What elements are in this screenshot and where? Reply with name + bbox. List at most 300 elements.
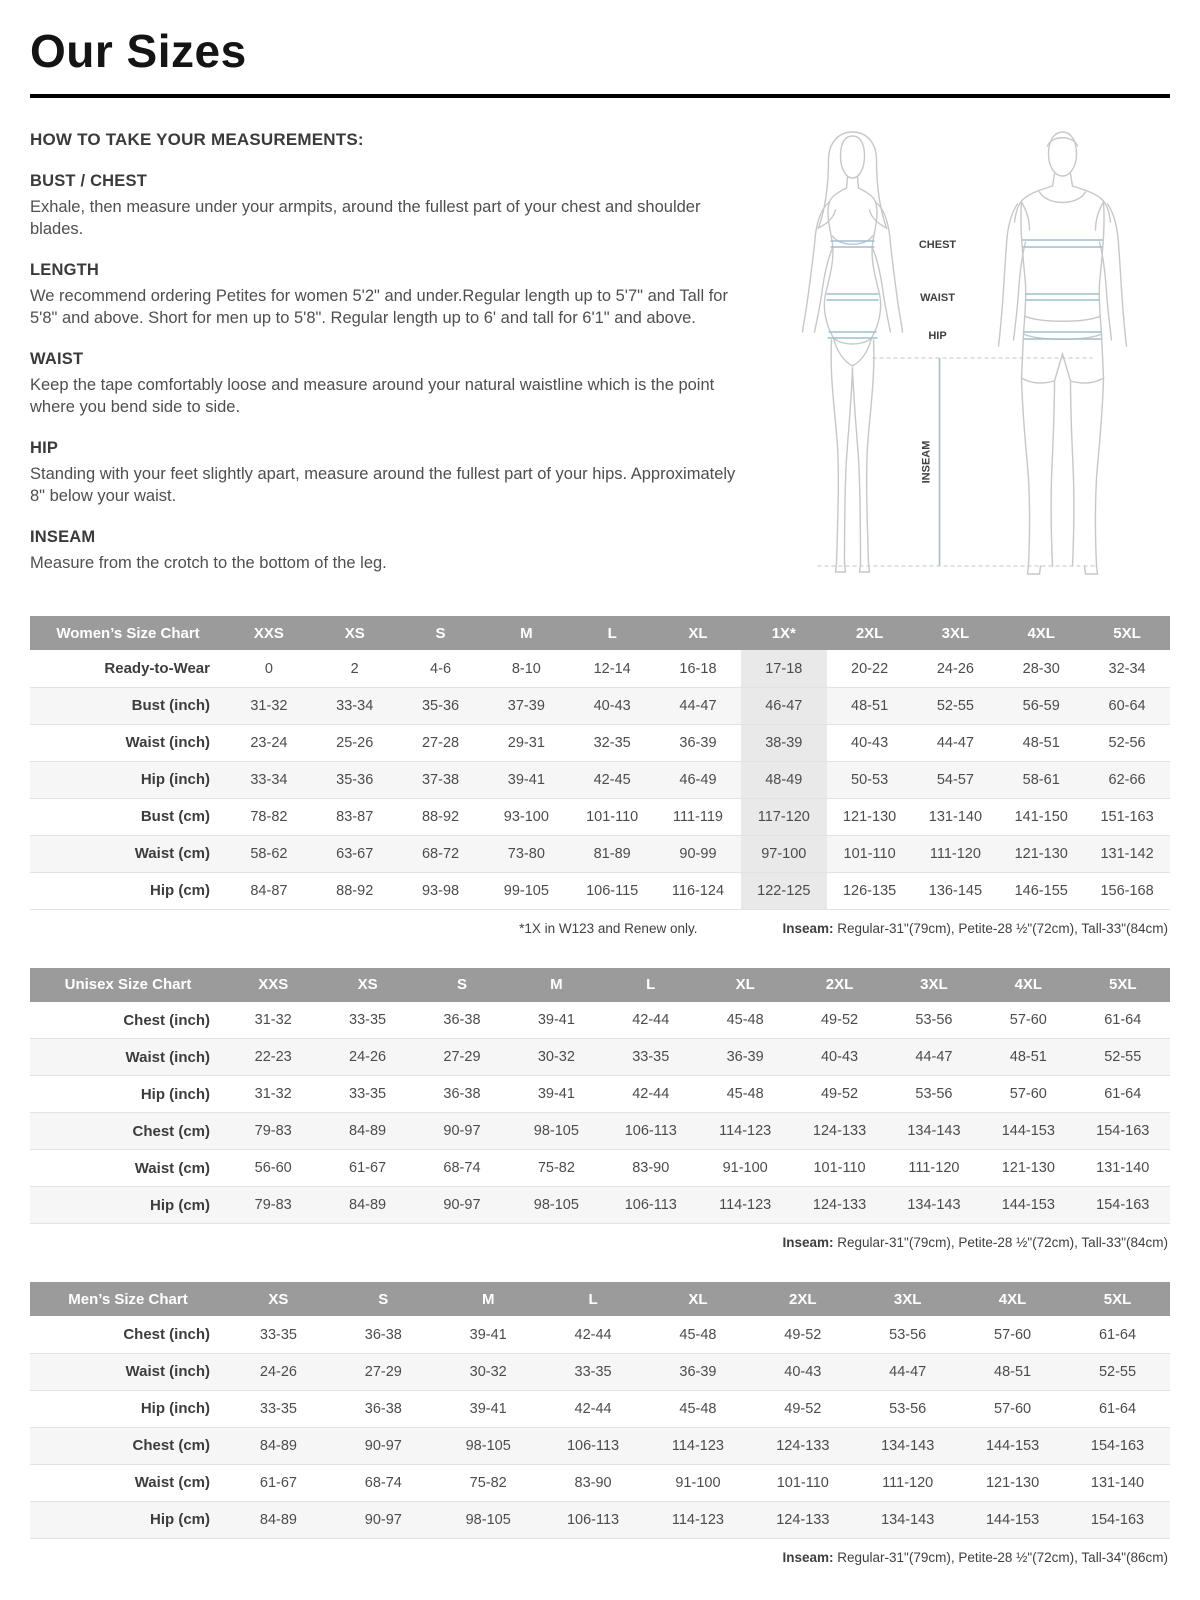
size-value-cell: 33-34	[336, 697, 374, 714]
size-value-cell: 122-125	[741, 872, 827, 909]
measurement-row	[30, 1076, 1170, 1113]
size-value-cell: 56-59	[1022, 697, 1060, 714]
size-value-cell: 42-44	[574, 1400, 612, 1417]
size-value-cell: 27-29	[443, 1049, 481, 1066]
row-label: Chest (inch)	[123, 1326, 210, 1344]
size-value-cell: 37-38	[421, 771, 460, 788]
size-value-cell: 37-39	[507, 697, 545, 714]
size-value-cell: 29-31	[507, 734, 545, 751]
size-value-cell: 44-47	[679, 697, 717, 714]
size-value-cell: 91-100	[675, 1474, 721, 1491]
instruction-inseam	[30, 528, 745, 575]
size-value-cell: 36-38	[443, 1086, 481, 1103]
size-column-header: 4XL	[981, 968, 1075, 1002]
size-value-cell: 48-51	[994, 1363, 1032, 1380]
size-value-cell: 144-153	[1001, 1123, 1055, 1140]
size-column-header: S	[331, 1282, 436, 1316]
woman-figure	[803, 132, 903, 572]
size-value-cell: 17-18	[741, 650, 827, 687]
size-column-header: XL	[646, 1282, 751, 1316]
table-footnotes	[30, 1224, 1170, 1252]
size-value-cell: 35-36	[421, 697, 460, 714]
size-column-header: 5XL	[1084, 616, 1170, 650]
size-value-cell: 4-6	[430, 660, 452, 677]
size-value-cell: 45-48	[726, 1086, 764, 1103]
instruction-heading: WAIST	[30, 349, 84, 368]
size-value-cell: 57-60	[1009, 1012, 1047, 1029]
size-value-cell: 73-80	[507, 845, 545, 862]
size-value-cell: 144-153	[985, 1511, 1040, 1528]
size-value-cell: 52-55	[1098, 1363, 1137, 1380]
size-value-cell: 52-56	[1108, 734, 1146, 751]
size-value-cell: 53-56	[889, 1326, 927, 1343]
size-value-cell: 93-98	[421, 882, 460, 899]
size-value-cell: 39-41	[507, 771, 545, 788]
hip-label: HIP	[928, 330, 947, 342]
size-value-cell: 81-89	[593, 845, 631, 862]
size-value-cell: 24-26	[936, 660, 974, 677]
size-value-cell: 98-105	[465, 1511, 511, 1528]
measurement-instructions	[30, 124, 1170, 594]
waist-line-man	[1026, 294, 1100, 300]
size-value-cell: 98-105	[465, 1437, 511, 1454]
size-column-header: 3XL	[913, 616, 999, 650]
size-value-cell: 114-123	[719, 1123, 772, 1140]
mens-size-chart-block	[30, 1282, 1170, 1567]
size-value-cell: 40-43	[593, 697, 631, 714]
size-value-cell: 40-43	[784, 1363, 822, 1380]
measurement-row	[30, 835, 1170, 872]
instruction-body: Standing with your feet slightly apart, measure around the fullest part of your hips. Approximately 8" below your waist.	[30, 464, 736, 505]
size-value-cell: 68-72	[421, 845, 460, 862]
size-value-cell: 75-82	[469, 1474, 507, 1491]
size-value-cell: 48-49	[741, 761, 827, 798]
size-value-cell: 8-10	[511, 660, 541, 677]
size-value-cell: 144-153	[1001, 1197, 1055, 1214]
measurement-row	[30, 1187, 1170, 1224]
size-value-cell: 106-113	[566, 1511, 620, 1528]
row-label: Hip (inch)	[140, 1400, 210, 1418]
size-column-header: M	[509, 968, 603, 1002]
size-value-cell: 44-47	[915, 1049, 953, 1066]
size-value-cell: 121-130	[1014, 845, 1068, 862]
size-value-cell: 33-35	[259, 1326, 297, 1343]
size-value-cell: 46-47	[741, 687, 827, 724]
size-value-cell: 39-41	[537, 1086, 575, 1103]
size-value-cell: 98-105	[533, 1197, 579, 1214]
size-value-cell: 154-163	[1090, 1511, 1145, 1528]
footnote-inseam	[782, 1550, 1168, 1565]
inseam-label: INSEAM	[920, 440, 933, 484]
size-value-cell: 151-163	[1100, 808, 1154, 825]
size-value-cell: 101-110	[843, 845, 896, 862]
size-value-cell: 24-26	[259, 1363, 297, 1380]
size-value-cell: 36-38	[364, 1400, 402, 1417]
measurement-row	[30, 872, 1170, 909]
womens-size-chart-block	[30, 616, 1170, 938]
size-column-header: L	[604, 968, 698, 1002]
size-column-header: 4XL	[960, 1282, 1065, 1316]
size-value-cell: 106-113	[624, 1123, 677, 1140]
size-value-cell: 141-150	[1014, 808, 1068, 825]
size-table	[30, 616, 1170, 910]
size-value-cell: 117-120	[741, 798, 827, 835]
size-column-header: 2XL	[792, 968, 886, 1002]
size-value-cell: 36-39	[679, 734, 717, 751]
row-label: Chest (cm)	[132, 1437, 210, 1455]
size-value-cell: 121-130	[842, 808, 897, 825]
measurement-row	[30, 1316, 1170, 1353]
size-value-cell: 36-38	[364, 1326, 402, 1343]
size-charts	[30, 616, 1170, 1567]
size-column-header: 3XL	[887, 968, 981, 1002]
size-value-cell: 106-113	[624, 1197, 677, 1214]
size-value-cell: 16-18	[679, 660, 717, 677]
row-label: Waist (cm)	[134, 1159, 210, 1177]
size-column-header: XXS	[226, 616, 312, 650]
size-value-cell: 84-87	[250, 882, 288, 899]
size-value-cell: 154-163	[1090, 1437, 1145, 1454]
size-value-cell: 88-92	[421, 808, 460, 825]
man-figure	[999, 132, 1127, 574]
size-value-cell: 31-32	[250, 697, 288, 714]
size-value-cell: 27-29	[364, 1363, 402, 1380]
size-column-header: L	[569, 616, 655, 650]
size-value-cell: 111-120	[929, 845, 981, 862]
instruction-heading: LENGTH	[30, 260, 100, 279]
size-value-cell: 63-67	[336, 845, 374, 862]
size-value-cell: 57-60	[994, 1400, 1032, 1417]
size-value-cell: 146-155	[1014, 882, 1068, 899]
mens-size-chart	[30, 1282, 1170, 1539]
title-divider	[30, 94, 1170, 98]
size-value-cell: 84-89	[349, 1123, 387, 1140]
size-value-cell: 134-143	[881, 1511, 935, 1528]
size-value-cell: 27-28	[421, 734, 460, 751]
size-value-cell: 131-140	[1096, 1160, 1150, 1177]
size-value-cell: 49-52	[784, 1400, 822, 1417]
chest-line-man	[1023, 240, 1103, 247]
size-column-header: M	[483, 616, 569, 650]
size-value-cell: 58-62	[250, 845, 288, 862]
size-value-cell: 106-115	[586, 882, 639, 899]
womens-size-chart	[30, 616, 1170, 910]
footnote-inseam-label: Inseam:	[782, 920, 834, 936]
size-value-cell: 36-39	[679, 1363, 717, 1380]
size-value-cell: 49-52	[820, 1012, 859, 1029]
row-label: Hip (inch)	[140, 1085, 210, 1103]
body-measurement-illustration	[770, 126, 1170, 586]
table-header-row	[30, 1282, 1170, 1316]
size-value-cell: 61-67	[349, 1160, 387, 1177]
size-value-cell: 28-30	[1022, 660, 1060, 677]
size-value-cell: 93-100	[503, 808, 549, 825]
size-value-cell: 36-39	[726, 1049, 764, 1066]
size-value-cell: 84-89	[259, 1511, 297, 1528]
size-value-cell: 90-97	[443, 1197, 481, 1214]
size-column-header: 2XL	[827, 616, 913, 650]
row-label: Waist (inch)	[125, 734, 210, 752]
measurement-row	[30, 1039, 1170, 1076]
measurement-row	[30, 1390, 1170, 1427]
size-value-cell: 90-97	[364, 1511, 402, 1528]
size-value-cell: 56-60	[254, 1160, 292, 1177]
size-value-cell: 154-163	[1096, 1123, 1150, 1140]
size-value-cell: 68-74	[364, 1474, 402, 1491]
size-value-cell: 124-133	[812, 1123, 867, 1140]
size-column-header: 3XL	[855, 1282, 960, 1316]
footnote-inseam-label: Inseam:	[782, 1549, 834, 1565]
size-value-cell: 42-44	[632, 1012, 670, 1029]
footnote-1x: *1X in W123 and Renew only.	[519, 920, 698, 936]
size-value-cell: 111-119	[672, 808, 723, 825]
size-value-cell: 131-140	[928, 808, 983, 825]
size-value-cell: 121-130	[985, 1474, 1040, 1491]
size-value-cell: 154-163	[1096, 1197, 1150, 1214]
size-value-cell: 53-56	[915, 1086, 953, 1103]
size-value-cell: 54-57	[936, 771, 974, 788]
waist-line-woman	[827, 294, 879, 300]
size-value-cell: 136-145	[928, 882, 983, 899]
footnote-inseam-text: Regular-31"(79cm), Petite-28 ½"(72cm), Tall-33"(84cm)	[833, 920, 1168, 936]
size-value-cell: 83-90	[632, 1160, 670, 1177]
size-value-cell: 2	[350, 660, 359, 677]
measurement-row	[30, 724, 1170, 761]
size-value-cell: 23-24	[250, 734, 288, 751]
size-value-cell: 22-23	[254, 1049, 292, 1066]
size-value-cell: 61-64	[1104, 1086, 1142, 1103]
size-value-cell: 124-133	[812, 1197, 867, 1214]
size-value-cell: 33-35	[574, 1363, 612, 1380]
size-value-cell: 83-90	[574, 1474, 612, 1491]
measurement-row	[30, 1464, 1170, 1501]
size-value-cell: 33-35	[632, 1049, 670, 1066]
size-value-cell: 52-55	[1104, 1049, 1142, 1066]
measurement-row	[30, 1150, 1170, 1187]
row-label: Waist (cm)	[134, 845, 210, 863]
size-value-cell: 111-120	[908, 1160, 960, 1177]
row-label: Hip (cm)	[150, 1511, 210, 1529]
size-value-cell: 49-52	[820, 1086, 859, 1103]
measurement-row	[30, 1113, 1170, 1150]
size-value-cell: 32-34	[1108, 660, 1146, 677]
size-value-cell: 101-110	[813, 1160, 866, 1177]
row-label: Bust (inch)	[131, 697, 210, 715]
size-value-cell: 84-89	[259, 1437, 297, 1454]
size-value-cell: 42-44	[632, 1086, 670, 1103]
instruction-bust-chest	[30, 172, 745, 241]
instruction-hip	[30, 439, 745, 508]
size-value-cell: 121-130	[1001, 1160, 1055, 1177]
row-label: Hip (inch)	[140, 771, 210, 789]
size-column-header: 4XL	[998, 616, 1084, 650]
size-value-cell: 40-43	[851, 734, 889, 751]
size-value-cell: 114-123	[671, 1437, 724, 1454]
size-value-cell: 58-61	[1022, 771, 1060, 788]
size-value-cell: 134-143	[907, 1197, 961, 1214]
size-value-cell: 131-140	[1090, 1474, 1145, 1491]
size-value-cell: 45-48	[679, 1400, 717, 1417]
size-value-cell: 31-32	[254, 1012, 292, 1029]
size-value-cell: 48-51	[851, 697, 889, 714]
size-column-header: L	[541, 1282, 646, 1316]
size-value-cell: 57-60	[994, 1326, 1032, 1343]
size-value-cell: 91-100	[722, 1160, 768, 1177]
size-value-cell: 134-143	[881, 1437, 935, 1454]
size-value-cell: 111-120	[882, 1474, 934, 1491]
size-value-cell: 44-47	[936, 734, 974, 751]
table-footnotes	[30, 1539, 1170, 1567]
measurement-row	[30, 1002, 1170, 1039]
size-value-cell: 46-49	[679, 771, 717, 788]
size-value-cell: 12-14	[593, 660, 631, 677]
table-header-row	[30, 616, 1170, 650]
size-value-cell: 39-41	[537, 1012, 575, 1029]
size-column-header: XL	[698, 968, 792, 1002]
size-value-cell: 156-168	[1100, 882, 1154, 899]
size-value-cell: 31-32	[254, 1086, 292, 1103]
size-value-cell: 78-82	[250, 808, 288, 825]
size-table	[30, 1282, 1170, 1539]
size-value-cell: 36-38	[443, 1012, 481, 1029]
guide-lines	[818, 358, 1098, 566]
size-value-cell: 131-142	[1100, 845, 1154, 862]
instruction-heading: HIP	[30, 438, 59, 457]
row-label: Hip (cm)	[150, 882, 210, 900]
measurement-row	[30, 1353, 1170, 1390]
instructions-heading: HOW TO TAKE YOUR MEASUREMENTS:	[30, 130, 364, 149]
size-value-cell: 61-67	[259, 1474, 297, 1491]
measurement-figure	[745, 124, 1170, 594]
size-value-cell: 126-135	[842, 882, 897, 899]
size-value-cell: 99-105	[503, 882, 549, 899]
instruction-body: Exhale, then measure under your armpits, around the fullest part of your chest and shoulder blades.	[30, 198, 701, 238]
size-value-cell: 90-97	[443, 1123, 481, 1140]
size-column-header: S	[415, 968, 509, 1002]
measurement-row	[30, 1427, 1170, 1464]
table-title: Women’s Size Chart	[30, 616, 226, 650]
size-value-cell: 98-105	[533, 1123, 579, 1140]
chest-label: CHEST	[918, 239, 957, 251]
row-label: Chest (inch)	[123, 1011, 210, 1029]
size-value-cell: 124-133	[776, 1437, 830, 1454]
size-value-cell: 114-123	[671, 1511, 724, 1528]
size-value-cell: 30-32	[537, 1049, 575, 1066]
instruction-body: Keep the tape comfortably loose and measure around your natural waistline which is the point where you bend side to side.	[30, 375, 715, 416]
size-value-cell: 134-143	[907, 1123, 961, 1140]
instruction-waist	[30, 350, 745, 419]
footnote-inseam	[782, 1235, 1168, 1250]
size-value-cell: 106-113	[566, 1437, 620, 1454]
size-value-cell: 48-51	[1009, 1049, 1047, 1066]
footnote-inseam-text: Regular-31"(79cm), Petite-28 ½"(72cm), Tall-34"(86cm)	[833, 1549, 1168, 1565]
size-value-cell: 88-92	[336, 882, 374, 899]
page-title: Our Sizes	[30, 25, 247, 77]
size-value-cell: 38-39	[741, 724, 827, 761]
size-value-cell: 33-35	[259, 1400, 297, 1417]
size-value-cell: 33-35	[349, 1012, 387, 1029]
measurement-row	[30, 798, 1170, 835]
instructions-text-column	[30, 124, 745, 594]
size-column-header: XL	[655, 616, 741, 650]
instruction-heading: INSEAM	[30, 527, 96, 546]
size-value-cell: 124-133	[776, 1511, 830, 1528]
size-table	[30, 968, 1170, 1225]
row-label: Bust (cm)	[140, 808, 210, 826]
row-label: Waist (inch)	[125, 1363, 210, 1381]
instruction-body: Measure from the crotch to the bottom of the leg.	[30, 553, 387, 572]
size-value-cell: 62-66	[1108, 771, 1146, 788]
size-value-cell: 50-53	[851, 771, 889, 788]
size-value-cell: 42-45	[593, 771, 631, 788]
size-value-cell: 45-48	[679, 1326, 717, 1343]
size-value-cell: 79-83	[254, 1197, 292, 1214]
measurement-row	[30, 761, 1170, 798]
size-value-cell: 90-97	[364, 1437, 402, 1454]
table-header-row	[30, 968, 1170, 1002]
measurement-row	[30, 1501, 1170, 1538]
size-column-header: XS	[320, 968, 414, 1002]
row-label: Hip (cm)	[150, 1196, 210, 1214]
size-column-header: XS	[312, 616, 398, 650]
size-value-cell: 79-83	[254, 1123, 292, 1140]
hip-line-woman	[828, 332, 878, 338]
size-value-cell: 0	[264, 660, 273, 677]
size-value-cell: 57-60	[1009, 1086, 1047, 1103]
size-value-cell: 68-74	[443, 1160, 481, 1177]
size-value-cell: 97-100	[741, 835, 827, 872]
size-value-cell: 39-41	[469, 1326, 507, 1343]
unisex-size-chart-block	[30, 968, 1170, 1253]
size-column-header: M	[436, 1282, 541, 1316]
size-value-cell: 101-110	[586, 808, 639, 825]
size-value-cell: 35-36	[336, 771, 374, 788]
size-column-header: XXS	[226, 968, 320, 1002]
size-column-header: 5XL	[1065, 1282, 1170, 1316]
size-value-cell: 52-55	[936, 697, 974, 714]
table-footnotes	[30, 910, 1170, 938]
size-column-header: 1X*	[741, 616, 827, 650]
size-value-cell: 53-56	[889, 1400, 927, 1417]
footnote-inseam-text: Regular-31"(79cm), Petite-28 ½"(72cm), Tall-33"(84cm)	[833, 1235, 1168, 1251]
measurement-row	[30, 650, 1170, 687]
size-column-header: 5XL	[1076, 968, 1170, 1002]
waist-label: WAIST	[920, 292, 955, 304]
size-value-cell: 53-56	[915, 1012, 953, 1029]
size-value-cell: 101-110	[776, 1474, 829, 1491]
size-value-cell: 30-32	[469, 1363, 507, 1380]
size-value-cell: 42-44	[574, 1326, 612, 1343]
size-value-cell: 45-48	[726, 1012, 764, 1029]
size-value-cell: 75-82	[537, 1160, 575, 1177]
instruction-body: We recommend ordering Petites for women 5'2" and under.Regular length up to 5'7" and Tall for 5'8" and above. Short for men up to 5'8". Regular length up to 6' and tall for 6'1" and above.	[30, 286, 728, 327]
row-label: Chest (cm)	[132, 1122, 210, 1140]
size-value-cell: 84-89	[349, 1197, 387, 1214]
size-column-header: 2XL	[750, 1282, 855, 1316]
size-value-cell: 49-52	[784, 1326, 822, 1343]
size-value-cell: 33-35	[349, 1086, 387, 1103]
footnote-inseam	[782, 921, 1168, 936]
table-title: Unisex Size Chart	[30, 968, 226, 1002]
size-value-cell: 61-64	[1104, 1012, 1142, 1029]
size-value-cell: 39-41	[469, 1400, 507, 1417]
unisex-size-chart	[30, 968, 1170, 1225]
size-value-cell: 33-34	[250, 771, 288, 788]
size-value-cell: 40-43	[820, 1049, 859, 1066]
table-title: Men’s Size Chart	[30, 1282, 226, 1316]
size-value-cell: 114-123	[719, 1197, 772, 1214]
size-value-cell: 116-124	[671, 882, 725, 899]
